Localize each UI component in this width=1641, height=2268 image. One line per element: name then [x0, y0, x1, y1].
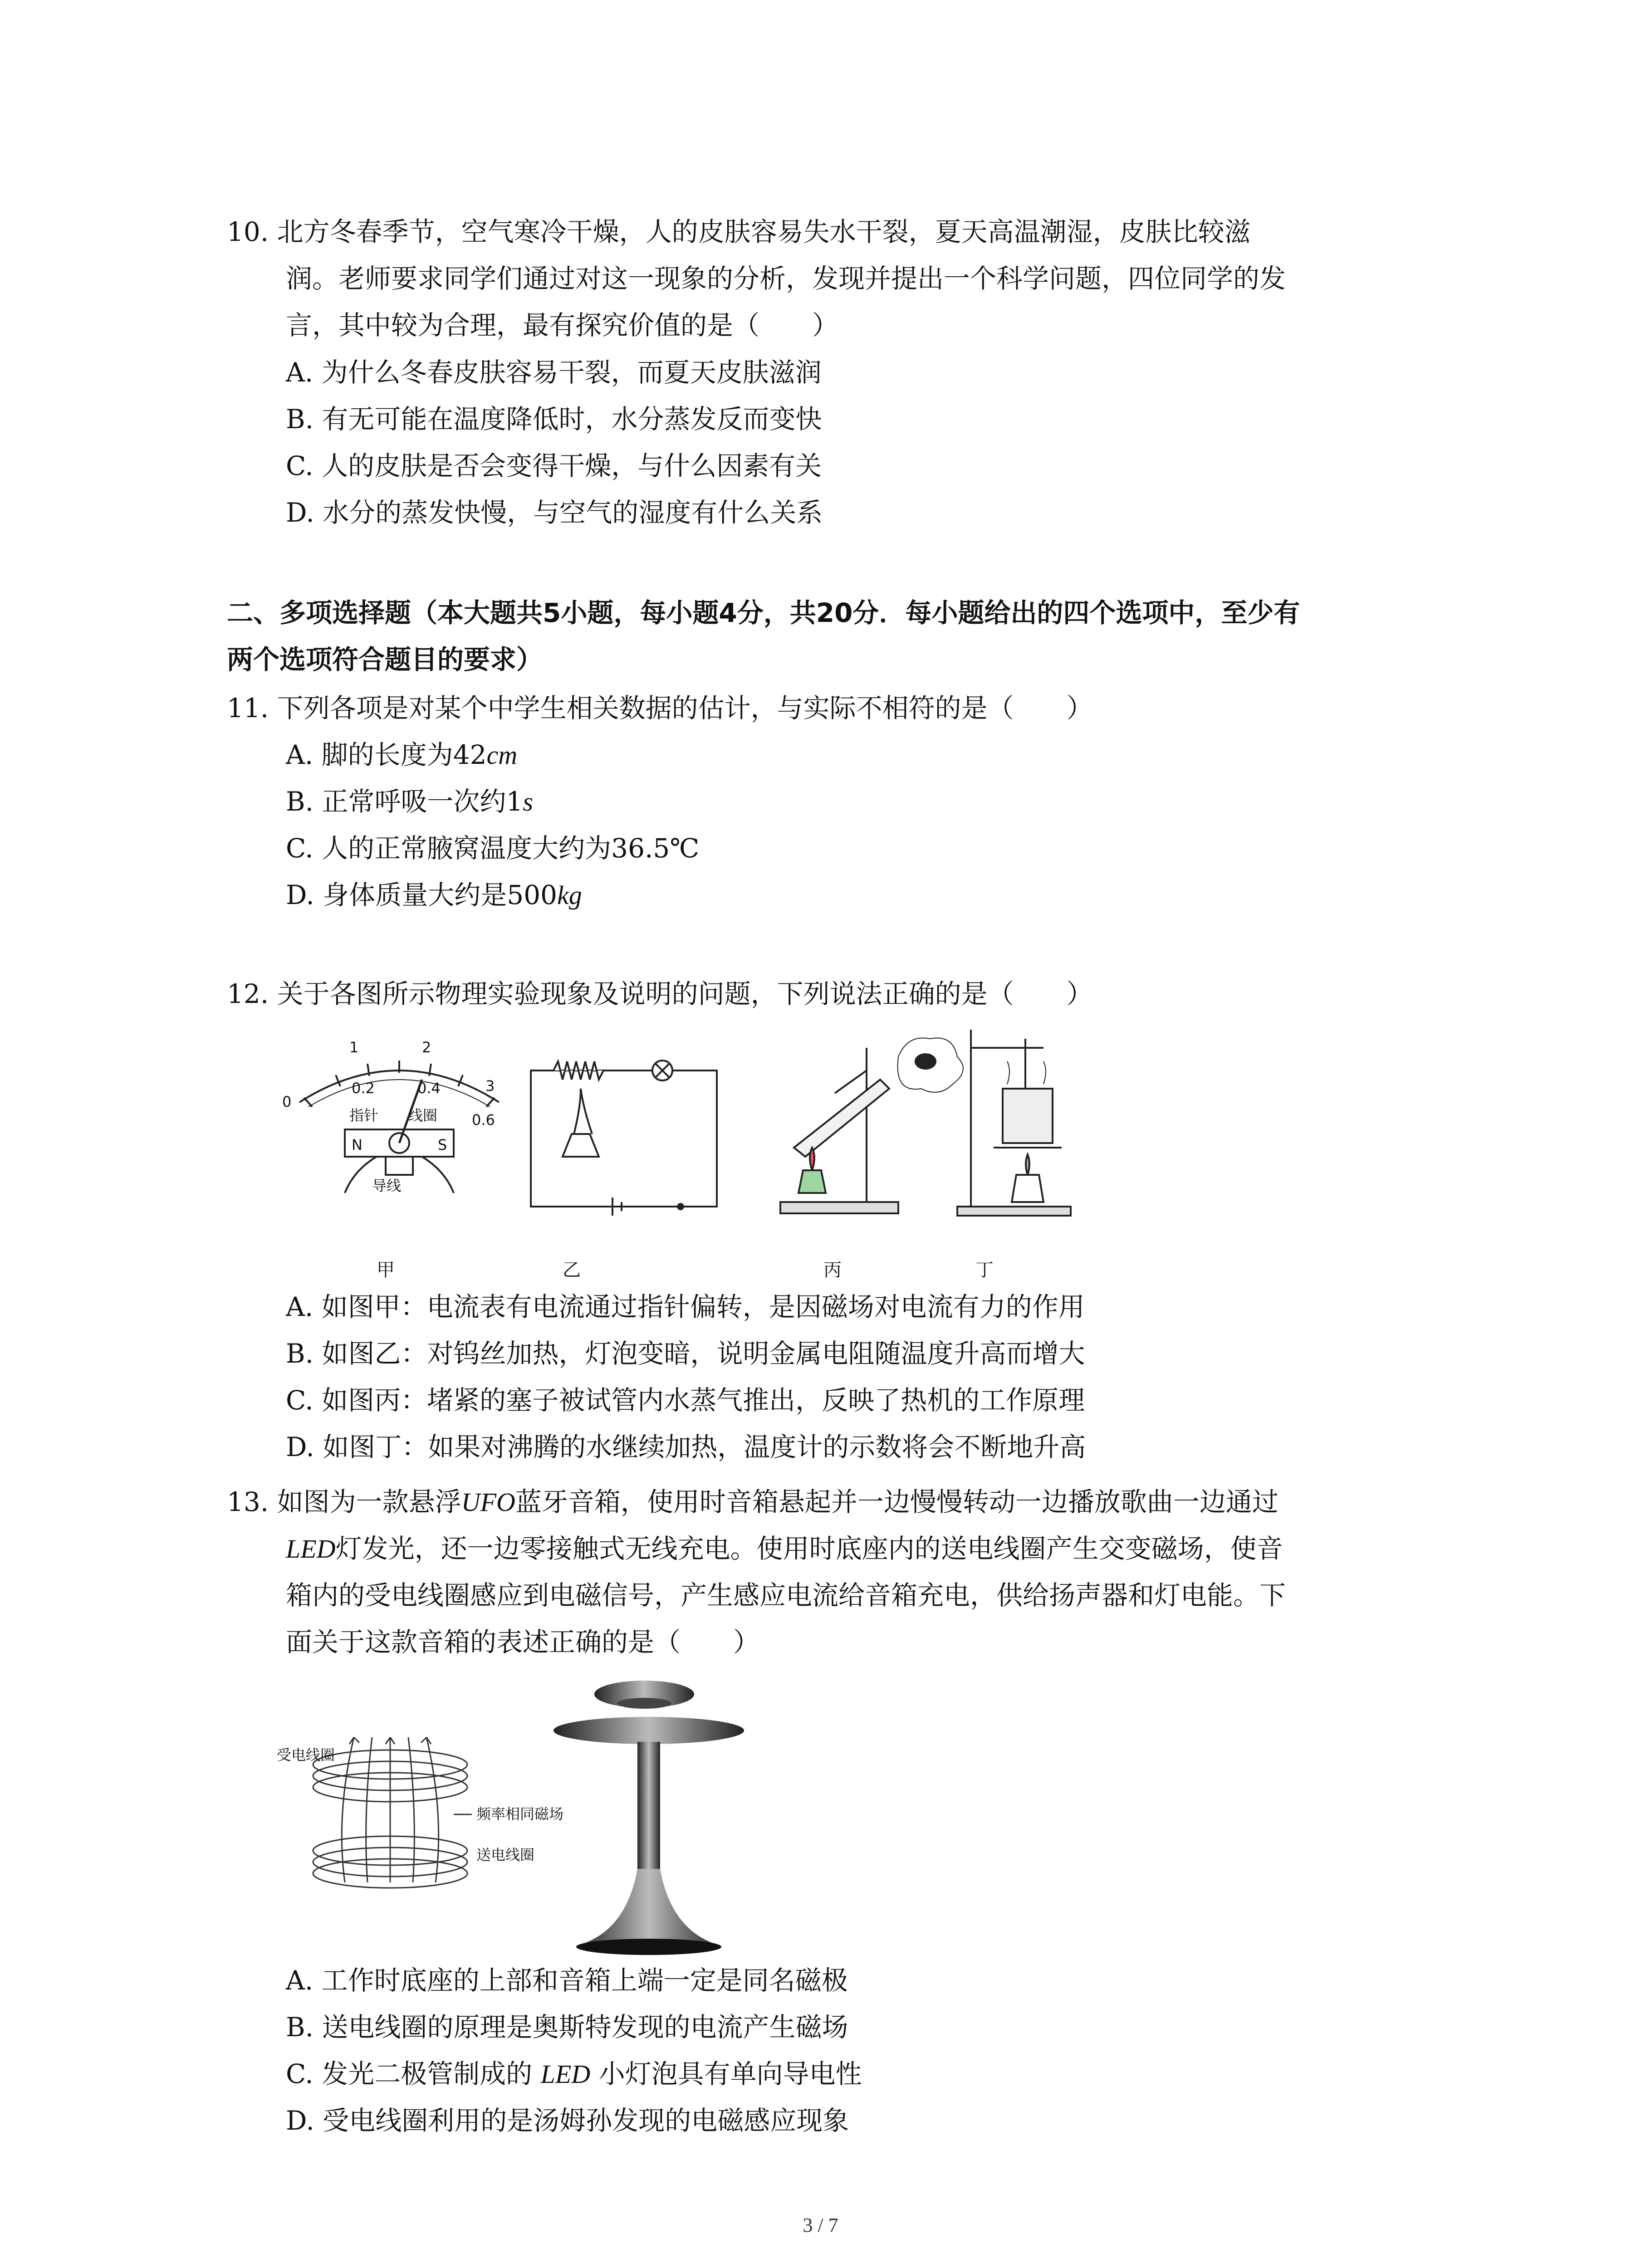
q12-stem: 12. 关于各图所示物理实验现象及说明的问题，下列说法正确的是（ ）	[227, 978, 1093, 1009]
caption-bing: 丙	[823, 1260, 842, 1281]
q12-option-d: D. 如图丁：如果对沸腾的水继续加热，温度计的示数将会不断地升高	[286, 1432, 1086, 1462]
q13-option-b	[286, 2004, 848, 2051]
question-10	[227, 209, 1452, 349]
meter-tick-2: 2	[422, 1039, 431, 1056]
q11-option-a	[286, 732, 517, 778]
q13-option-a	[286, 1957, 848, 2004]
q11-option-b-unit: s	[523, 787, 533, 816]
q11-option-c	[286, 825, 699, 872]
q12-option-a: A. 如图甲：电流表有电流通过指针偏转，是因磁场对电流有力的作用	[286, 1291, 1085, 1322]
q10-line-2: 润。老师要求同学们通过对这一现象的分析，发现并提出一个科学问题，四位同学的发	[286, 263, 1286, 294]
q11-option-a-unit: cm	[486, 740, 518, 770]
meter-inner-tick-2: 0.4	[417, 1080, 441, 1097]
q10-option-a: A. 为什么冬春皮肤容易干裂，而夏天皮肤滋润	[286, 357, 822, 388]
q11-option-b-text: B. 正常呼吸一次约1	[286, 786, 523, 817]
q11-option-b	[286, 778, 533, 825]
q13-line-2	[227, 1525, 1452, 1572]
q13-line-1-post: 蓝牙音箱，使用时音箱悬起并一边慢慢转动一边播放歌曲一边通过	[515, 1486, 1279, 1517]
q13-option-c-pre: C. 发光二极管制成的	[286, 2058, 541, 2089]
q13-option-c-post: 小灯泡具有单向导电性	[590, 2058, 862, 2089]
q12-option-c: C. 如图丙：堵紧的塞子被试管内水蒸气推出，反映了热机的工作原理	[286, 1385, 1085, 1416]
q10-line-1: 10. 北方冬春季节，空气寒冷干燥，人的皮肤容易失水干裂，夏天高温潮湿，皮肤比较滋	[227, 216, 1251, 247]
meter-tick-1: 1	[349, 1039, 359, 1056]
q10-option-d: D. 水分的蒸发快慢，与空气的湿度有什么关系	[286, 497, 823, 528]
q13-line-1-it: UFO	[461, 1487, 515, 1517]
question-12	[227, 971, 1452, 1017]
q13-option-d-text: D. 受电线圈利用的是汤姆孙发现的电磁感应现象	[286, 2105, 849, 2136]
q11-option-d	[286, 872, 582, 919]
boiling-water-diagram	[957, 1030, 1071, 1216]
q13-line-2-it: LED	[286, 1534, 336, 1564]
q11-option-d-unit: kg	[557, 880, 582, 910]
meter-inner-tick-3: 0.6	[472, 1111, 495, 1129]
meter-label-wire: 导线	[372, 1177, 402, 1194]
q11-option-a-text: A. 脚的长度为42	[286, 739, 487, 770]
question-11	[227, 685, 1452, 732]
meter-label-pointer: 指针	[349, 1107, 379, 1124]
q13-line-2-post: 灯发光，还一边零接触式无线充电。使用时底座内的送电线圈产生交变磁场，使音	[335, 1533, 1283, 1564]
q13-option-c	[286, 2051, 862, 2097]
q13-option-d	[286, 2097, 849, 2144]
question-13	[227, 1479, 1452, 1666]
q13-option-b-text: B. 送电线圈的原理是奥斯特发现的电流产生磁场	[286, 2012, 848, 2043]
meter-tick-0: 0	[282, 1093, 292, 1110]
q12-option-b: B. 如图乙：对钨丝加热，灯泡变暗，说明金属电阻随温度升高而增大	[286, 1338, 1085, 1369]
q13-line-1-pre: 13. 如图为一款悬浮	[227, 1486, 461, 1517]
q13-option-a-text: A. 工作时底座的上部和音箱上端一定是同名磁极	[286, 1965, 848, 1996]
caption-yi: 乙	[563, 1260, 581, 1281]
coil-diagram	[313, 1737, 472, 1888]
ufo-speaker	[554, 1681, 744, 1955]
q11-stem: 11. 下列各项是对某个中学生相关数据的估计，与实际不相符的是（ ）	[227, 693, 1093, 723]
label-send-coil: 送电线圈	[476, 1846, 535, 1863]
page-number: 3 / 7	[803, 2214, 838, 2236]
label-same-freq-field: 频率相同磁场	[476, 1805, 564, 1823]
caption-jia: 甲	[377, 1260, 395, 1281]
meter-inner-tick-1: 0.2	[352, 1080, 375, 1097]
q13-figure	[263, 1678, 762, 1960]
q11-option-c-text: C. 人的正常腋窝温度大约为36.5℃	[286, 833, 700, 864]
section-2-heading	[227, 590, 1452, 683]
q13-line-4: 面关于这款音箱的表述正确的是（ ）	[286, 1627, 760, 1657]
section-2-line-1: 二、多项选择题（本大题共5小题，每小题4分，共20分．每小题给出的四个选项中，至少有	[227, 597, 1300, 628]
label-receive-coil: 受电线圈	[277, 1746, 335, 1764]
q12-figure	[272, 1021, 1134, 1247]
meter-label-s: S	[438, 1136, 447, 1154]
q13-line-3: 箱内的受电线圈感应到电磁信号，产生感应电流给音箱充电，供给扬声器和灯电能。下	[286, 1580, 1286, 1611]
meter-label-coil: 线圈	[408, 1107, 438, 1124]
test-tube-diagram	[780, 1038, 963, 1213]
q10-option-c: C. 人的皮肤是否会变得干燥，与什么因素有关	[286, 450, 822, 481]
q13-option-c-it: LED	[540, 2059, 591, 2089]
ammeter-diagram	[299, 1061, 499, 1193]
q13-line-1	[227, 1479, 1452, 1525]
q10-line-3: 言，其中较为合理，最有探究价值的是（ ）	[286, 310, 839, 341]
meter-tick-3: 3	[485, 1077, 495, 1095]
meter-label-n: N	[352, 1136, 362, 1154]
q10-option-b: B. 有无可能在温度降低时，水分蒸发反而变快	[286, 404, 822, 435]
caption-ding: 丁	[975, 1260, 994, 1281]
q11-option-d-text: D. 身体质量大约是500	[286, 880, 558, 910]
section-2-line-2: 两个选项符合题目的要求）	[227, 644, 543, 675]
circuit-diagram	[531, 1061, 717, 1216]
